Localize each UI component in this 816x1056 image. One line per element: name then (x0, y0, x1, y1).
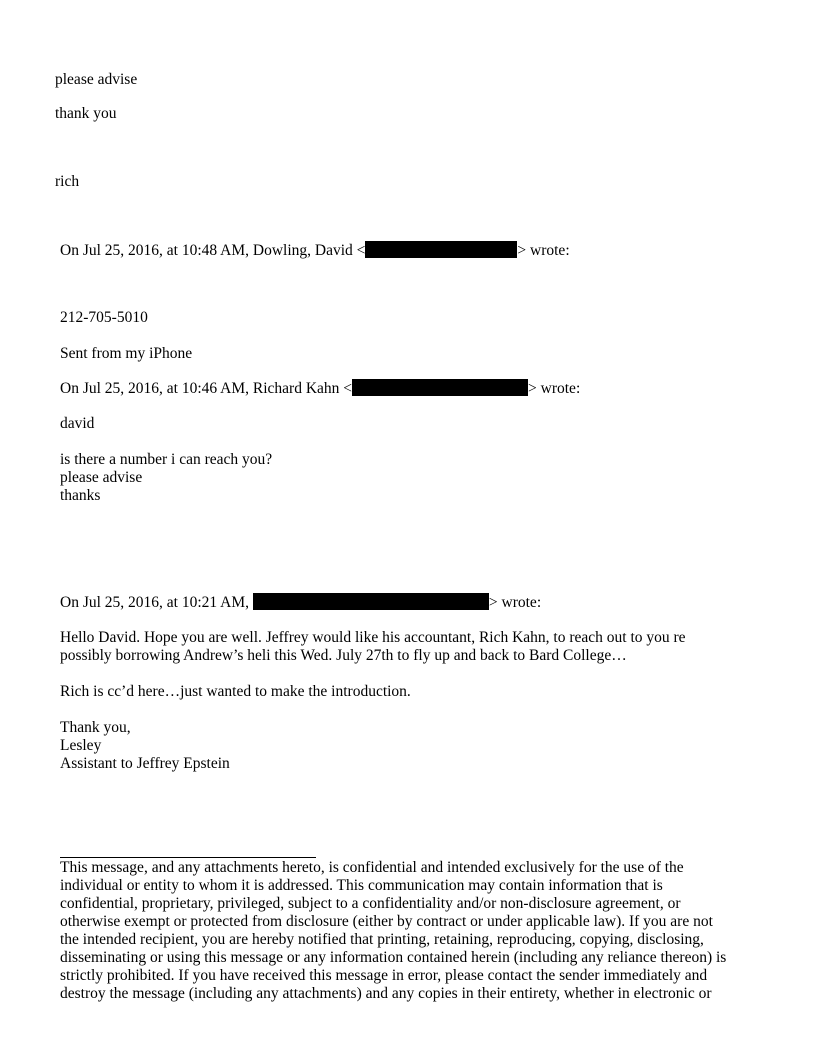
closing-line: Assistant to Jeffrey Epstein (60, 755, 230, 772)
reply-line-thank-you: thank you (55, 105, 117, 122)
body-line: possibly borrowing Andrew’s heli this Wed. July 27th to fly up and back to Bard College… (60, 647, 627, 664)
disclaimer-line: strictly prohibited. If you have received this message in error, please contact the sender immediately and (60, 967, 708, 984)
disclaimer-separator (60, 857, 316, 858)
phone-number: 212-705-5010 (60, 309, 148, 326)
quote2-greeting: david (60, 415, 95, 432)
disclaimer-line: disseminating or using this message or any information contained herein (including any reliance thereon) is (60, 949, 727, 966)
disclaimer-line: otherwise exempt or protected from disclosure (either by contract or under applicable law). If you are not (60, 913, 713, 930)
reply-signature: rich (55, 173, 80, 190)
sent-from-line: Sent from my iPhone (60, 345, 193, 362)
quote3-paragraph-1 (60, 629, 686, 665)
redaction-box (253, 593, 489, 610)
quote1-header-prefix: On Jul 25, 2016, at 10:48 AM, Dowling, David < (60, 242, 366, 259)
closing-line: Lesley (60, 737, 102, 754)
disclaimer-line: the intended recipient, you are hereby notified that printing, retaining, reproducing, copying, disclosing, (60, 931, 704, 948)
quote3-header (60, 593, 541, 612)
quote1-header (60, 241, 570, 260)
quote3-header-suffix: > wrote: (488, 594, 542, 611)
body-line: please advise (60, 469, 143, 486)
closing-line: Thank you, (60, 719, 131, 736)
redaction-box (365, 241, 517, 258)
body-line: thanks (60, 487, 101, 504)
quote3-header-prefix: On Jul 25, 2016, at 10:21 AM, (60, 594, 253, 611)
quote2-body (60, 451, 272, 505)
quote3-paragraph-2: Rich is cc’d here…just wanted to make the introduction. (60, 683, 411, 700)
disclaimer-line: destroy the message (including any attachments) and any copies in their entirety, whether in electronic or (60, 985, 712, 1002)
reply-line-please-advise: please advise (55, 71, 138, 88)
quote2-header (60, 379, 580, 398)
disclaimer-line: confidential, proprietary, privileged, subject to a confidentiality and/or non-disclosure agreement, or (60, 895, 681, 912)
disclaimer-line: This message, and any attachments hereto, is confidential and intended exclusively for the use of the (60, 859, 684, 876)
disclaimer-line: individual or entity to whom it is addressed. This communication may contain information that is (60, 877, 663, 894)
quote2-header-prefix: On Jul 25, 2016, at 10:46 AM, Richard Kahn < (60, 380, 353, 397)
confidentiality-disclaimer (60, 859, 760, 1003)
body-line: Hello David. Hope you are well. Jeffrey would like his accountant, Rich Kahn, to reach out to you re (60, 629, 686, 646)
body-line: is there a number i can reach you? (60, 451, 273, 468)
quote3-closing (60, 719, 230, 773)
quote1-header-suffix: > wrote: (517, 242, 570, 259)
quote2-header-suffix: > wrote: (528, 380, 581, 397)
redaction-box (352, 379, 528, 396)
